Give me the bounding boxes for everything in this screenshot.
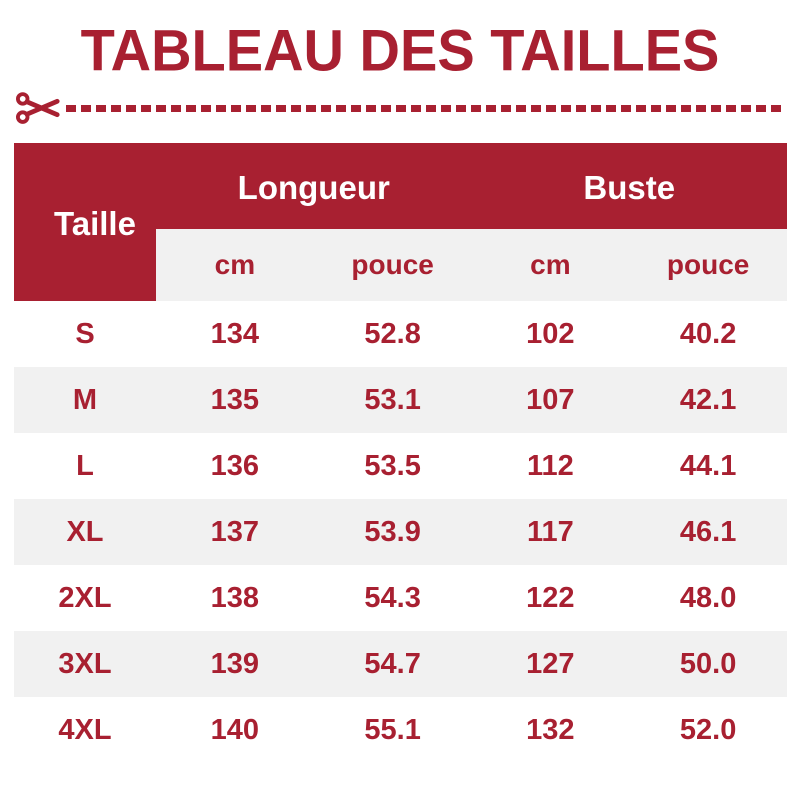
value-cell: 122 <box>526 581 575 614</box>
column-header-taille: Taille <box>14 143 156 301</box>
unit-header-longueur-cm: cm <box>214 249 256 280</box>
table-body <box>14 301 787 763</box>
value-cell: 50.0 <box>679 647 737 680</box>
value-cell: 55.1 <box>364 713 421 746</box>
size-cell: 4XL <box>58 713 112 746</box>
value-cell: 52.0 <box>679 713 737 746</box>
value-cell: 52.8 <box>364 317 421 350</box>
size-cell: 2XL <box>58 581 112 614</box>
value-cell: 40.2 <box>679 317 737 350</box>
value-cell: 140 <box>210 713 260 746</box>
unit-header-buste-cm: cm <box>530 249 571 280</box>
table-header <box>14 143 787 301</box>
size-cell: XL <box>66 515 104 548</box>
table-row <box>14 697 787 763</box>
group-header-row <box>14 143 787 229</box>
value-cell: 139 <box>210 647 260 680</box>
column-group-longueur: Longueur <box>237 169 390 206</box>
value-cell: 107 <box>526 383 575 416</box>
table-row <box>14 433 787 499</box>
value-cell: 135 <box>210 383 260 416</box>
unit-header-longueur-pouce: pouce <box>351 249 434 280</box>
size-cell: L <box>76 449 94 482</box>
value-cell: 138 <box>210 581 260 614</box>
table-row <box>14 301 787 367</box>
value-cell: 53.1 <box>364 383 421 416</box>
cut-line <box>16 89 786 127</box>
value-cell: 102 <box>526 317 575 350</box>
value-cell: 134 <box>210 317 260 350</box>
size-table <box>14 143 787 763</box>
size-cell: 3XL <box>58 647 112 680</box>
table-row <box>14 631 787 697</box>
table-row <box>14 565 787 631</box>
table-row <box>14 499 787 565</box>
value-cell: 46.1 <box>679 515 737 548</box>
table-row <box>14 367 787 433</box>
value-cell: 53.9 <box>364 515 421 548</box>
scissors-icon <box>16 90 62 126</box>
value-cell: 44.1 <box>679 449 737 482</box>
value-cell: 48.0 <box>679 581 737 614</box>
dashed-line <box>66 105 786 112</box>
unit-header-buste-pouce: pouce <box>666 249 750 280</box>
value-cell: 117 <box>526 515 574 548</box>
page-title: TABLEAU DES TAILLES <box>80 17 720 84</box>
value-cell: 136 <box>210 449 260 482</box>
value-cell: 53.5 <box>364 449 421 482</box>
value-cell: 112 <box>526 449 574 482</box>
column-group-buste: Buste <box>583 169 676 206</box>
size-cell: M <box>72 383 98 416</box>
value-cell: 127 <box>526 647 575 680</box>
value-cell: 54.3 <box>364 581 421 614</box>
value-cell: 42.1 <box>679 383 737 416</box>
size-cell: S <box>75 317 95 350</box>
value-cell: 132 <box>526 713 575 746</box>
value-cell: 137 <box>210 515 260 548</box>
value-cell: 54.7 <box>364 647 421 680</box>
